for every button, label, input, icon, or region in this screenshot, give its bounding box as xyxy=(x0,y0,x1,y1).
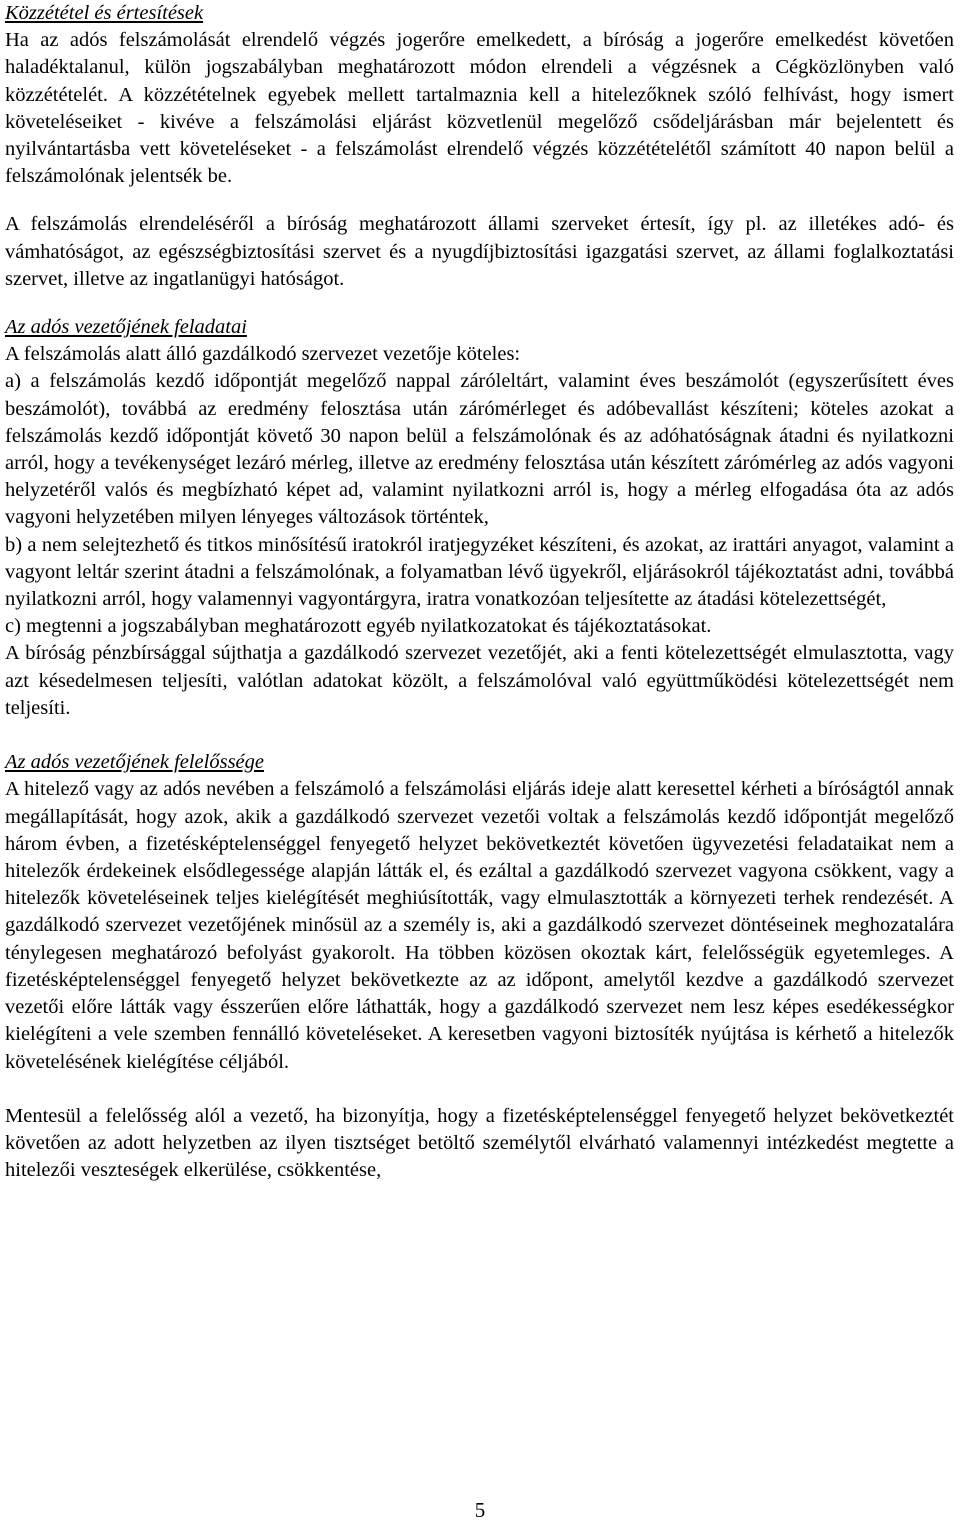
heading-feladatai: Az adós vezetőjének feladatai xyxy=(5,316,247,339)
list-item-a: a) a felszámolás kezdő időpontját megelőző nappal záróleltárt, valamint éves beszámolót (egyszerűsített éves beszámolót), továbbá az eredmény felosztása után zárómérleget és adóbevallást készíteni; köteles azokat a felszámolás kezdő időpontját követő 30 napon belül a felszámolónak és az adóhatóságnak átadni és nyilatkozni arról, hogy a tevékenységet lezáró mérleg, illetve az eredmény felosztása után készített zárómérleg az adós vagyoni helyzetéről valós és megbízható képet ad, valamint nyilatkozni arról is, hogy a mérleg elfogadása óta az adós vagyoni helyzetében milyen lényeges változások történtek, xyxy=(5,370,954,529)
paragraph-birsag: A bíróság pénzbírsággal sújthatja a gazdálkodó szervezet vezetőjét, aki a fenti kötelezettségét elmulasztotta, vagy azt késedelmesen teljesíti, valótlan adatokat közölt, a felszámolóval való együttműködési kötelezettségét nem teljesíti. xyxy=(5,642,954,719)
page-content xyxy=(5,0,954,1185)
paragraph-kozzetetel-1: Ha az adós felszámolását elrendelő végzés jogerőre emelkedett, a bíróság a jogerőre emelkedést követően haladéktalanul, külön jogszabályban meghatározott módon elrendeli a végzésnek a Cégközlönyben való közzétételét. A közzétételnek egyebek mellett tartalmaznia kell a hitelezőknek szóló felhívást, hogy ismert követeléseiket - kivéve a felszámolási eljárást közvetlenül megelőző csődeljárásban már bejelentett és nyilvántartásba vett követeléseket - a felszámolást elrendelő végzés közzétételétől számított 40 napon belül a felszámolónak jelentsék be. xyxy=(5,29,954,188)
spacer xyxy=(5,1076,954,1103)
spacer xyxy=(5,722,954,749)
paragraph-felelossege-1: A hitelező vagy az adós nevében a felszámoló a felszámolási eljárás ideje alatt keresettel kérheti a bíróságtól annak megállapítását, hogy azok, akik a gazdálkodó szervezet vezetői voltak a felszámolás kezdő időpontját megelőző három évben, a fizetésképtelenséggel fenyegető helyzet bekövetkeztét követően ügyvezetési feladataikat nem a hitelezők érdekeinek elsődlegessége alapján látták el, és ezáltal a gazdálkodó szervezet vagyona csökkent, vagy a hitelezők követeléseinek teljes kielégítését meghiúsították, vagy elmulasztották a környezeti terhek rendezését. A gazdálkodó szervezet vezetőjének minősül az a személy is, aki a gazdálkodó szervezet döntéseinek meghozatalára ténylegesen meghatározó befolyást gyakorolt. Ha többen közösen okoztak kárt, felelősségük egyetemleges. A fizetésképtelenséggel fenyegető helyzet bekövetkezte az az időpont, amelytől kezdve a gazdálkodó szervezet vezetői előre látták vagy ésszerűen előre láthatták, hogy a gazdálkodó szervezet nem lesz képes esedékességkor kielégíteni a vele szemben fennálló követeléseket. A keresetben vagyoni biztosíték nyújtása is kérhető a hitelezők követelésének kielégítése céljából. xyxy=(5,778,954,1073)
spacer xyxy=(5,293,954,314)
paragraph-feladatai-intro: A felszámolás alatt álló gazdálkodó szervezet vezetője köteles: xyxy=(5,343,521,366)
heading-kozzetetel: Közzététel és értesítések xyxy=(5,2,204,24)
page-number: 5 xyxy=(474,1498,486,1522)
list-item-b: b) a nem selejtezhető és titkos minősítésű iratokról iratjegyzéket készíteni, és azokat, az irattári anyagot, valamint a vagyont leltár szerint átadni a felszámolónak, a folyamatban lévő ügyekről, eljárásokról tájékoztatást adni, továbbá nyilatkozni arról, hogy valamennyi vagyontárgyra, iratra vonatkozóan teljesítette az átadási kötelezettségét, xyxy=(5,533,954,611)
spacer xyxy=(5,190,954,211)
list-item-c: c) megtenni a jogszabályban meghatározott egyéb nyilatkozatokat és tájékoztatásokat. xyxy=(5,615,712,638)
paragraph-felelossege-2: Mentesül a felelősség alól a vezető, ha bizonyítja, hogy a fizetésképtelenséggel fenyegető helyzet bekövetkeztét követően az adott helyzetben az ilyen tisztséget betöltő személytől elvárható valamennyi intézkedést megtette a hitelezői veszteségek elkerülése, csökkentése, xyxy=(5,1104,954,1182)
paragraph-kozzetetel-2: A felszámolás elrendeléséről a bíróság meghatározott állami szerveket értesít, így pl. az illetékes adó- és vámhatóságot, az egészségbiztosítási szervet és a nyugdíjbiztosítási igazgatási szervet, az állami foglalkoztatási szervet, illetve az ingatlanügyi hatóságot. xyxy=(5,213,954,290)
heading-felelossege: Az adós vezetőjének felelőssége xyxy=(5,751,265,774)
